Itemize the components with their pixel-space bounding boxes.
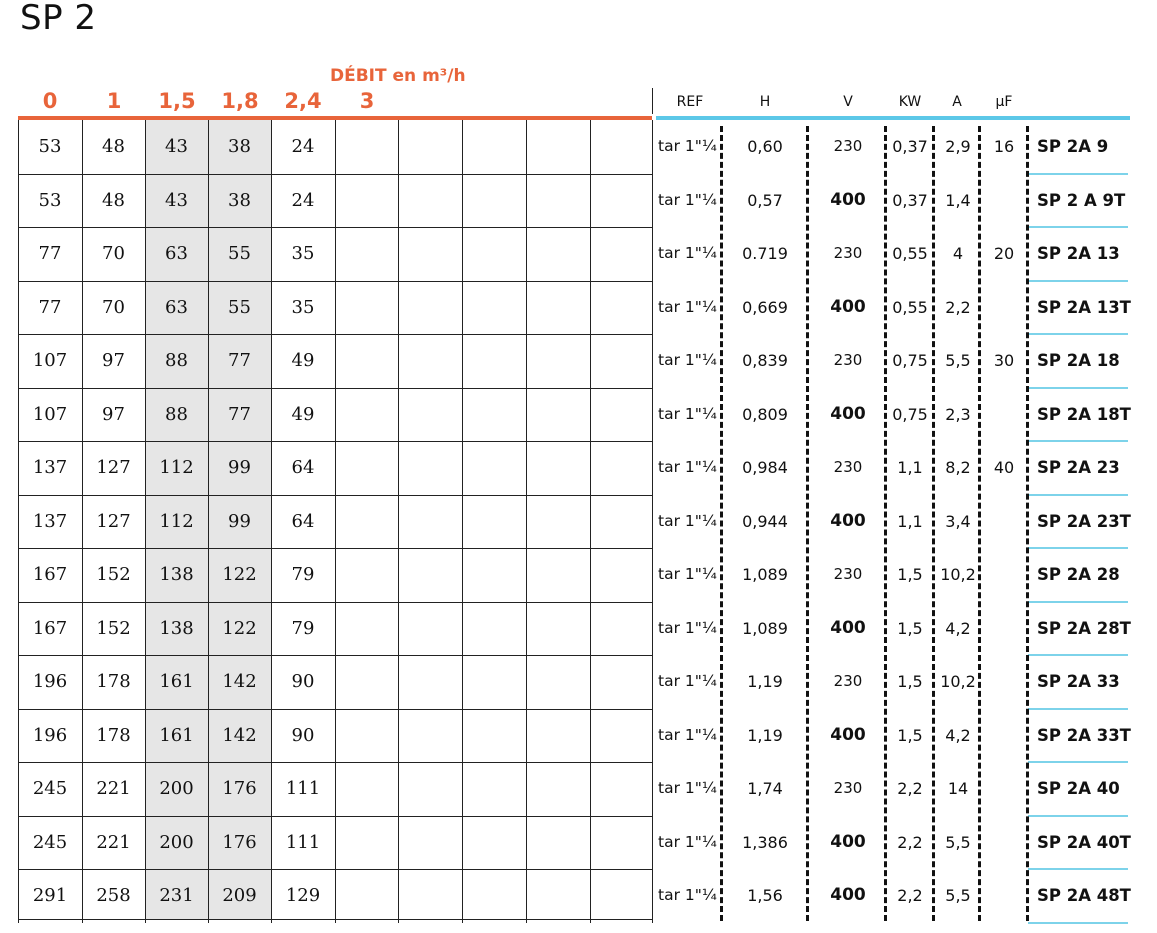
flow-value-cell: 53 bbox=[38, 189, 62, 211]
a-cell: 8,2 bbox=[945, 458, 971, 477]
kw-cell: 2,2 bbox=[897, 832, 923, 852]
flow-value-cell: 221 bbox=[96, 778, 131, 799]
flow-value-cell: 122 bbox=[222, 564, 257, 585]
flow-value-cell: 176 bbox=[222, 831, 257, 853]
h-cell: 0,60 bbox=[747, 137, 783, 156]
v-cell: 400 bbox=[830, 403, 866, 424]
h-cell: 1,19 bbox=[747, 672, 783, 691]
flow-value-cell: 63 bbox=[165, 243, 188, 264]
kw-cell: 1,5 bbox=[897, 725, 923, 745]
flow-value-cell: 221 bbox=[96, 831, 131, 853]
ref-cell: tar 1"¼ bbox=[658, 351, 717, 369]
a-cell: 4,2 bbox=[945, 725, 971, 745]
uf-cell bbox=[982, 495, 1026, 549]
ref-cell: tar 1"¼ bbox=[658, 779, 717, 797]
flow-value-cell: 79 bbox=[291, 564, 315, 585]
flow-rate-label: DÉBIT en m³/h bbox=[330, 66, 466, 86]
kw-cell: 0,75 bbox=[892, 404, 928, 424]
flow-value-cell: 24 bbox=[291, 189, 315, 211]
flow-value-cell: 99 bbox=[228, 457, 251, 478]
flow-value-cell: 178 bbox=[96, 671, 131, 692]
v-cell: 230 bbox=[833, 458, 863, 476]
flow-value-cell: 88 bbox=[165, 403, 188, 425]
h-cell: 0,57 bbox=[747, 190, 783, 210]
flow-value-cell: 88 bbox=[165, 350, 188, 371]
table-row bbox=[0, 709, 1157, 763]
kw-cell: 0,37 bbox=[892, 190, 928, 210]
flow-value-cell: 35 bbox=[291, 243, 315, 264]
table-row bbox=[0, 120, 1157, 174]
flow-value-cell: 77 bbox=[228, 403, 251, 425]
flow-value-cell: 107 bbox=[32, 350, 68, 371]
uf-cell bbox=[982, 655, 1026, 709]
flow-value-cell: 161 bbox=[159, 671, 194, 692]
ref-cell: tar 1"¼ bbox=[658, 832, 717, 851]
flow-value-cell: 63 bbox=[165, 296, 188, 318]
kw-cell: 1,5 bbox=[897, 565, 923, 584]
flow-value-cell: 245 bbox=[32, 831, 68, 853]
v-cell: 230 bbox=[833, 565, 863, 583]
table-row bbox=[0, 869, 1157, 923]
flow-value-cell: 111 bbox=[285, 778, 321, 799]
table-row bbox=[0, 281, 1157, 335]
v-header: V bbox=[843, 94, 853, 110]
flow-value-cell: 138 bbox=[159, 617, 194, 639]
flow-value-cell: 138 bbox=[159, 564, 194, 585]
ref-header: REF bbox=[676, 94, 704, 110]
ref-cell: tar 1"¼ bbox=[658, 618, 717, 637]
model-cell: SP 2A 13T bbox=[1037, 297, 1131, 317]
flow-value-cell: 38 bbox=[228, 189, 251, 211]
flow-value-cell: 64 bbox=[291, 457, 315, 478]
ref-cell: tar 1"¼ bbox=[658, 725, 717, 744]
a-cell: 5,5 bbox=[945, 351, 971, 370]
v-cell: 230 bbox=[833, 672, 863, 690]
kw-cell: 1,5 bbox=[897, 672, 923, 691]
flow-value-cell: 167 bbox=[32, 617, 68, 639]
model-cell: SP 2A 28T bbox=[1037, 618, 1131, 638]
flow-value-cell: 79 bbox=[291, 617, 315, 639]
v-cell: 400 bbox=[830, 296, 866, 317]
model-cell: SP 2A 23T bbox=[1037, 511, 1131, 531]
flow-value-cell: 77 bbox=[38, 296, 62, 318]
h-cell: 0,839 bbox=[742, 351, 788, 370]
flow-value-cell: 209 bbox=[222, 885, 257, 906]
uf-cell: 20 bbox=[993, 244, 1015, 263]
h-cell: 0,669 bbox=[742, 297, 788, 317]
uf-cell bbox=[982, 762, 1026, 816]
table-row bbox=[0, 762, 1157, 816]
v-cell: 230 bbox=[833, 137, 863, 155]
flow-header-0: 0 bbox=[42, 89, 58, 113]
flow-value-cell: 48 bbox=[102, 189, 125, 211]
flow-value-cell: 107 bbox=[32, 403, 68, 425]
flow-value-cell: 196 bbox=[32, 671, 68, 692]
a-cell: 5,5 bbox=[945, 886, 971, 905]
flow-value-cell: 231 bbox=[159, 885, 194, 906]
v-cell: 400 bbox=[830, 189, 866, 210]
model-cell: SP 2A 40 bbox=[1037, 779, 1120, 798]
model-cell: SP 2A 13 bbox=[1037, 244, 1120, 263]
a-cell: 10,2 bbox=[940, 672, 976, 691]
ref-cell: tar 1"¼ bbox=[658, 297, 717, 316]
header-separator bbox=[652, 88, 653, 114]
table-row bbox=[0, 495, 1157, 549]
model-cell: SP 2A 9 bbox=[1037, 137, 1109, 156]
a-cell: 10,2 bbox=[940, 565, 976, 584]
ref-cell: tar 1"¼ bbox=[658, 672, 717, 690]
model-cell: SP 2A 33T bbox=[1037, 725, 1131, 745]
flow-value-cell: 70 bbox=[102, 243, 125, 264]
kw-cell: 0,75 bbox=[892, 351, 928, 370]
ref-cell: tar 1"¼ bbox=[658, 458, 717, 476]
h-cell: 1,74 bbox=[747, 779, 783, 798]
uf-cell bbox=[982, 174, 1026, 228]
table-row bbox=[0, 334, 1157, 388]
h-cell: 0,984 bbox=[742, 458, 788, 477]
flow-header-4: 2,4 bbox=[284, 89, 322, 113]
flow-value-cell: 112 bbox=[159, 457, 194, 478]
h-cell: 1,386 bbox=[742, 832, 788, 852]
flow-value-cell: 77 bbox=[38, 243, 62, 264]
v-cell: 230 bbox=[833, 779, 863, 797]
model-cell: SP 2A 23 bbox=[1037, 458, 1120, 477]
flow-header-1: 1 bbox=[106, 89, 122, 113]
uf-cell bbox=[982, 602, 1026, 656]
table-row bbox=[0, 548, 1157, 602]
table-row bbox=[0, 441, 1157, 495]
kw-cell: 2,2 bbox=[897, 886, 923, 905]
flow-value-cell: 77 bbox=[228, 350, 251, 371]
v-cell: 400 bbox=[830, 885, 866, 905]
flow-value-cell: 167 bbox=[32, 564, 68, 585]
a-cell: 2,3 bbox=[945, 404, 971, 424]
flow-value-cell: 200 bbox=[159, 778, 194, 799]
flow-value-cell: 43 bbox=[165, 136, 188, 157]
a-cell: 2,9 bbox=[945, 137, 971, 156]
h-cell: 1,089 bbox=[742, 565, 788, 584]
kw-cell: 1,1 bbox=[897, 511, 923, 531]
flow-value-cell: 142 bbox=[222, 724, 257, 746]
v-cell: 400 bbox=[830, 831, 866, 852]
uf-cell bbox=[982, 281, 1026, 335]
flow-value-cell: 245 bbox=[32, 778, 68, 799]
h-cell: 1,19 bbox=[747, 725, 783, 745]
flow-value-cell: 161 bbox=[159, 724, 194, 746]
model-cell: SP 2A 28 bbox=[1037, 565, 1120, 584]
flow-value-cell: 112 bbox=[159, 510, 194, 532]
flow-value-cell: 35 bbox=[291, 296, 315, 318]
a-cell: 4,2 bbox=[945, 618, 971, 638]
a-cell: 4 bbox=[952, 244, 964, 263]
a-header: A bbox=[952, 94, 962, 110]
flow-value-cell: 55 bbox=[228, 243, 251, 264]
flow-value-cell: 137 bbox=[32, 457, 68, 478]
ref-cell: tar 1"¼ bbox=[658, 404, 717, 423]
flow-value-cell: 152 bbox=[96, 564, 131, 585]
flow-value-cell: 99 bbox=[228, 510, 251, 532]
v-cell: 400 bbox=[830, 510, 866, 531]
page-title: SP 2 bbox=[20, 0, 97, 38]
flow-value-cell: 38 bbox=[228, 136, 251, 157]
a-cell: 14 bbox=[947, 779, 969, 798]
uf-cell: 40 bbox=[993, 458, 1015, 477]
flow-value-cell: 97 bbox=[102, 350, 125, 371]
table-row bbox=[0, 816, 1157, 870]
flow-value-cell: 258 bbox=[96, 885, 131, 906]
ref-cell: tar 1"¼ bbox=[658, 511, 717, 530]
table-row bbox=[0, 227, 1157, 281]
uf-header: µF bbox=[995, 94, 1013, 110]
flow-value-cell: 122 bbox=[222, 617, 257, 639]
table-row bbox=[0, 655, 1157, 709]
flow-value-cell: 24 bbox=[291, 136, 315, 157]
flow-value-cell: 48 bbox=[102, 136, 125, 157]
flow-value-cell: 137 bbox=[32, 510, 68, 532]
flow-value-cell: 64 bbox=[291, 510, 315, 532]
uf-cell: 30 bbox=[993, 351, 1015, 370]
h-header: H bbox=[759, 94, 771, 110]
h-cell: 0,809 bbox=[742, 404, 788, 424]
kw-cell: 0,37 bbox=[892, 137, 928, 156]
kw-cell: 2,2 bbox=[897, 779, 923, 798]
model-cell: SP 2A 33 bbox=[1037, 672, 1120, 691]
uf-cell bbox=[982, 548, 1026, 602]
v-cell: 400 bbox=[830, 724, 866, 745]
model-cell: SP 2A 48T bbox=[1037, 886, 1131, 905]
flow-value-cell: 70 bbox=[102, 296, 125, 318]
kw-cell: 1,1 bbox=[897, 458, 923, 477]
flow-value-cell: 176 bbox=[222, 778, 257, 799]
flow-value-cell: 90 bbox=[291, 724, 315, 746]
v-cell: 230 bbox=[833, 244, 863, 262]
v-cell: 400 bbox=[830, 617, 866, 638]
table-row bbox=[0, 388, 1157, 442]
h-cell: 0,944 bbox=[742, 511, 788, 531]
flow-header-5: 3 bbox=[359, 89, 375, 113]
table-row bbox=[0, 174, 1157, 228]
flow-value-cell: 127 bbox=[96, 457, 131, 478]
h-cell: 1,089 bbox=[742, 618, 788, 638]
model-cell: SP 2 A 9T bbox=[1037, 190, 1126, 210]
v-cell: 230 bbox=[833, 351, 863, 369]
h-cell: 1,56 bbox=[747, 886, 783, 905]
ref-cell: tar 1"¼ bbox=[658, 244, 717, 262]
flow-value-cell: 178 bbox=[96, 724, 131, 746]
uf-cell bbox=[982, 388, 1026, 442]
flow-value-cell: 152 bbox=[96, 617, 131, 639]
ref-cell: tar 1"¼ bbox=[658, 137, 717, 155]
model-cell: SP 2A 18 bbox=[1037, 351, 1120, 370]
flow-value-cell: 55 bbox=[228, 296, 251, 318]
ref-cell: tar 1"¼ bbox=[658, 190, 717, 209]
flow-value-cell: 49 bbox=[291, 403, 315, 425]
kw-cell: 1,5 bbox=[897, 618, 923, 638]
flow-header-3: 1,8 bbox=[221, 89, 259, 113]
table-row bbox=[0, 602, 1157, 656]
flow-value-cell: 111 bbox=[285, 831, 321, 853]
uf-cell bbox=[982, 869, 1026, 923]
flow-value-cell: 200 bbox=[159, 831, 194, 853]
flow-value-cell: 49 bbox=[291, 350, 315, 371]
flow-value-cell: 129 bbox=[285, 885, 321, 906]
flow-value-cell: 97 bbox=[102, 403, 125, 425]
model-cell: SP 2A 18T bbox=[1037, 404, 1131, 424]
uf-cell bbox=[982, 816, 1026, 870]
flow-value-cell: 43 bbox=[165, 189, 188, 211]
kw-cell: 0,55 bbox=[892, 244, 928, 263]
model-cell: SP 2A 40T bbox=[1037, 832, 1131, 852]
flow-value-cell: 196 bbox=[32, 724, 68, 746]
uf-cell bbox=[982, 709, 1026, 763]
h-cell: 0.719 bbox=[742, 244, 788, 263]
kw-cell: 0,55 bbox=[892, 297, 928, 317]
flow-value-cell: 53 bbox=[38, 136, 62, 157]
flow-value-cell: 127 bbox=[96, 510, 131, 532]
ref-cell: tar 1"¼ bbox=[658, 565, 717, 583]
a-cell: 2,2 bbox=[945, 297, 971, 317]
ref-cell: tar 1"¼ bbox=[658, 886, 717, 904]
flow-value-cell: 90 bbox=[291, 671, 315, 692]
flow-value-cell: 291 bbox=[32, 885, 68, 906]
a-cell: 1,4 bbox=[945, 190, 971, 210]
flow-header-2: 1,5 bbox=[158, 89, 196, 113]
uf-cell: 16 bbox=[993, 137, 1015, 156]
a-cell: 5,5 bbox=[945, 832, 971, 852]
kw-header: KW bbox=[898, 94, 922, 110]
a-cell: 3,4 bbox=[945, 511, 971, 531]
flow-value-cell: 142 bbox=[222, 671, 257, 692]
